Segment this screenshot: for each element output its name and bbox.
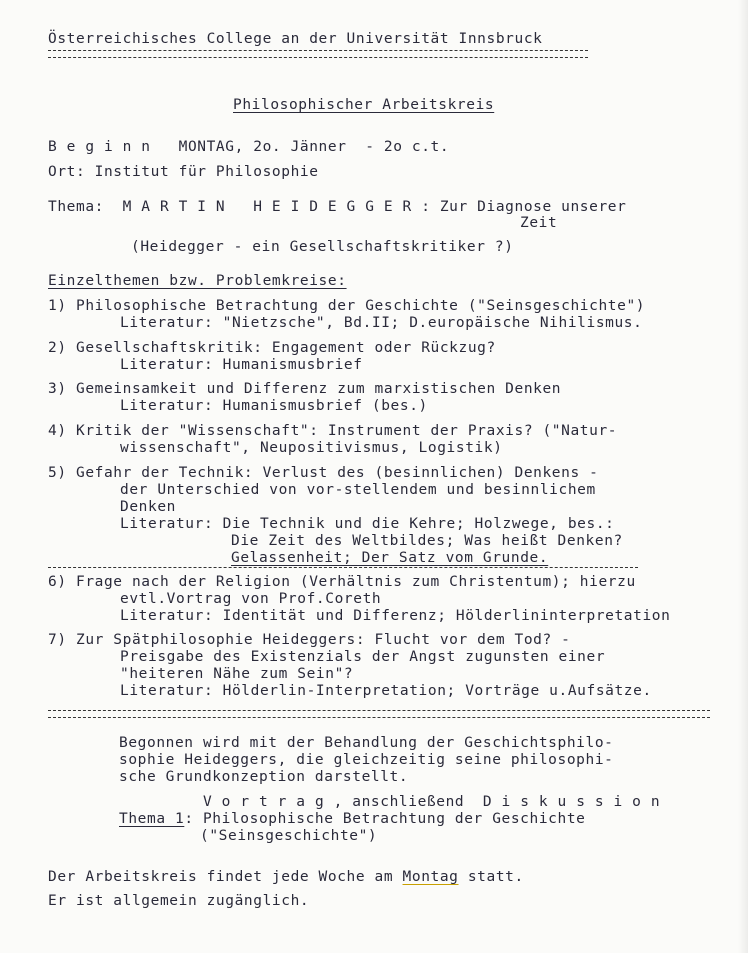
topic-3-title: 3) Gemeinsamkeit und Differenz zum marxistischen Denken: [48, 381, 562, 397]
first-theme-text: : Philosophische Betrachtung der Geschichte: [184, 811, 586, 827]
theme-subtitle: (Heidegger - ein Gesellschaftskritiker ?): [131, 239, 514, 255]
topic-1-literature: Literatur: "Nietzsche", Bd.II; D.europäische Nihilismus.: [120, 315, 643, 331]
topic-5-continued: der Unterschied von vor-stellendem und besinnlichem: [120, 482, 596, 498]
topic-4-continued: wissenschaft", Neupositivismus, Logistik): [120, 440, 503, 456]
document-title: Philosophischer Arbeitskreis: [233, 97, 495, 113]
topic-5-literature: Literatur: Die Technik und die Kehre; Holzwege, bes.:: [120, 516, 615, 532]
notice-line-3: sche Grundkonzeption darstellt.: [119, 769, 409, 785]
notice-line-1: Begonnen wird mit der Behandlung der Geschichtsphilo-: [119, 735, 614, 751]
topic-7-continued-2: "heiteren Nähe zum Sein"?: [120, 666, 354, 682]
location-line: Ort: Institut für Philosophie: [48, 164, 319, 180]
notice-line-2: sophie Heideggers, die gleichzeitig seine philosophi-: [119, 752, 614, 768]
topic-5-literature-3: Gelassenheit; Der Satz vom Grunde.: [231, 550, 549, 566]
topic-6-literature: Literatur: Identität und Differenz; Hölderlininterpretation: [120, 608, 671, 624]
topic-2-title: 2) Gesellschaftskritik: Engagement oder Rückzug?: [48, 340, 496, 356]
topic-4-title: 4) Kritik der "Wissenschaft": Instrument der Praxis? ("Natur-: [48, 423, 618, 439]
topic-2-literature: Literatur: Humanismusbrief: [120, 357, 363, 373]
page-edge-shadow: [738, 0, 748, 953]
topic-3-literature: Literatur: Humanismusbrief (bes.): [120, 398, 428, 414]
first-theme-subtitle: ("Seinsgeschichte"): [200, 828, 378, 844]
section-divider: [48, 567, 638, 568]
first-theme-line: [119, 811, 586, 827]
footer-access-line: Er ist allgemein zugänglich.: [48, 893, 310, 909]
topic-7-title: 7) Zur Spätphilosophie Heideggers: Flucht vor dem Tod? -: [48, 632, 571, 648]
footer-schedule-line: [48, 869, 524, 885]
topic-5-continued-2: Denken: [120, 499, 176, 515]
start-date-line: B e g i n n MONTAG, 2o. Jänner - 2o c.t.: [48, 139, 450, 155]
header-double-rule: [48, 50, 588, 58]
footer-schedule-end: statt.: [458, 869, 524, 885]
lecture-discussion-line: V o r t r a g , anschließend D i s k u s s i o n: [203, 794, 661, 810]
topics-heading: Einzelthemen bzw. Problemkreise:: [48, 273, 347, 289]
institution-header: Österreichisches College an der Universität Innsbruck: [48, 31, 543, 47]
footer-schedule-text: Der Arbeitskreis findet jede Woche am: [48, 869, 403, 885]
topic-6-continued: evtl.Vortrag von Prof.Coreth: [120, 591, 382, 607]
topic-7-continued: Preisgabe des Existenzials der Angst zugunsten einer: [120, 649, 606, 665]
first-theme-label: Thema 1: [119, 811, 185, 827]
notice-double-rule: [48, 710, 710, 718]
topic-6-title: 6) Frage nach der Religion (Verhältnis zum Christentum); hierzu: [48, 574, 636, 590]
footer-weekday: Montag: [402, 869, 459, 885]
topic-1-title: 1) Philosophische Betrachtung der Geschichte ("Seinsgeschichte"): [48, 298, 646, 314]
theme-line-continued: Zeit: [520, 215, 558, 231]
topic-5-title: 5) Gefahr der Technik: Verlust des (besinnlichen) Denkens -: [48, 465, 599, 481]
topic-5-literature-2: Die Zeit des Weltbildes; Was heißt Denken?: [231, 533, 623, 549]
topic-7-literature: Literatur: Hölderlin-Interpretation; Vorträge u.Aufsätze.: [120, 683, 652, 699]
theme-line: Thema: M A R T I N H E I D E G G E R : Zur Diagnose unserer: [48, 199, 627, 215]
